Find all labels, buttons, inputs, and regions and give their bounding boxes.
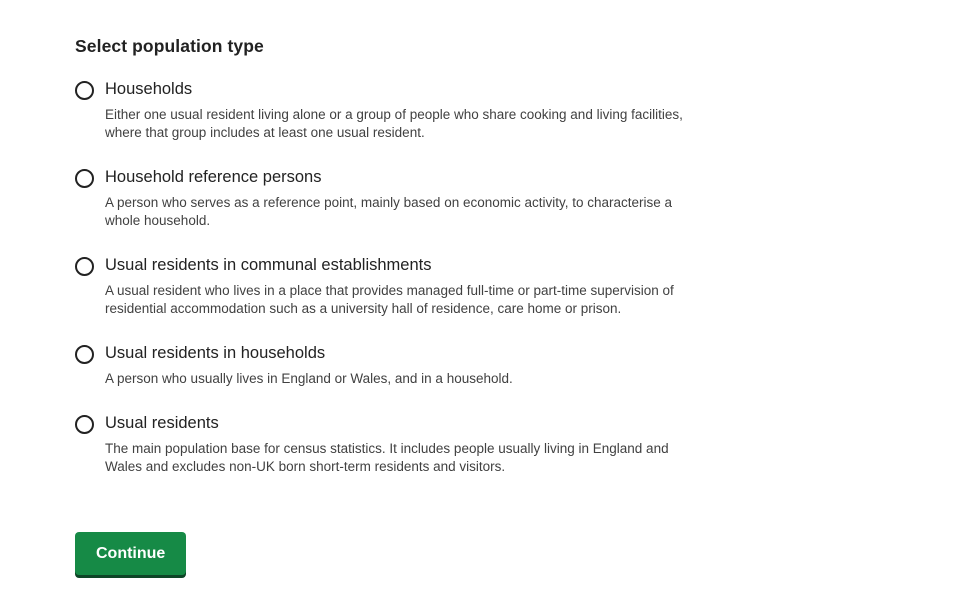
radio-description: A person who usually lives in England or Wales, and in a household.: [105, 370, 513, 386]
radio-button[interactable]: [75, 81, 94, 100]
radio-option-usual-residents-communal-establishments[interactable]: [75, 256, 960, 318]
page-title: Select population type: [75, 36, 264, 56]
radio-option-households[interactable]: [75, 80, 960, 142]
radio-option-usual-residents[interactable]: [75, 414, 960, 476]
radio-button[interactable]: [75, 415, 94, 434]
radio-description: The main population base for census statistics. It includes people usually living in England and Wales and excludes non-UK born short-term residents and visitors.: [105, 440, 669, 474]
radio-button[interactable]: [75, 345, 94, 364]
radio-button[interactable]: [75, 257, 94, 276]
continue-button[interactable]: Continue: [75, 532, 186, 575]
radio-description: Either one usual resident living alone or a group of people who share cooking and living facilities, where that group includes at least one usual resident.: [105, 106, 683, 140]
population-type-radio-group: [75, 80, 960, 476]
radio-description: A person who serves as a reference point, mainly based on economic activity, to characterise a whole household.: [105, 194, 673, 228]
radio-button[interactable]: [75, 169, 94, 188]
radio-label[interactable]: Usual residents in communal establishments: [105, 255, 432, 274]
radio-label[interactable]: Households: [105, 80, 193, 98]
radio-option-usual-residents-households[interactable]: [75, 344, 960, 388]
radio-label[interactable]: Household reference persons: [105, 167, 322, 186]
radio-label[interactable]: Usual residents: [105, 413, 219, 432]
radio-label[interactable]: Usual residents in households: [105, 343, 326, 362]
radio-option-household-reference-persons[interactable]: [75, 168, 960, 230]
radio-description: A usual resident who lives in a place that provides managed full-time or part-time supervision of residential accommodation such as a university hall of residence, care home or prison.: [105, 282, 674, 316]
